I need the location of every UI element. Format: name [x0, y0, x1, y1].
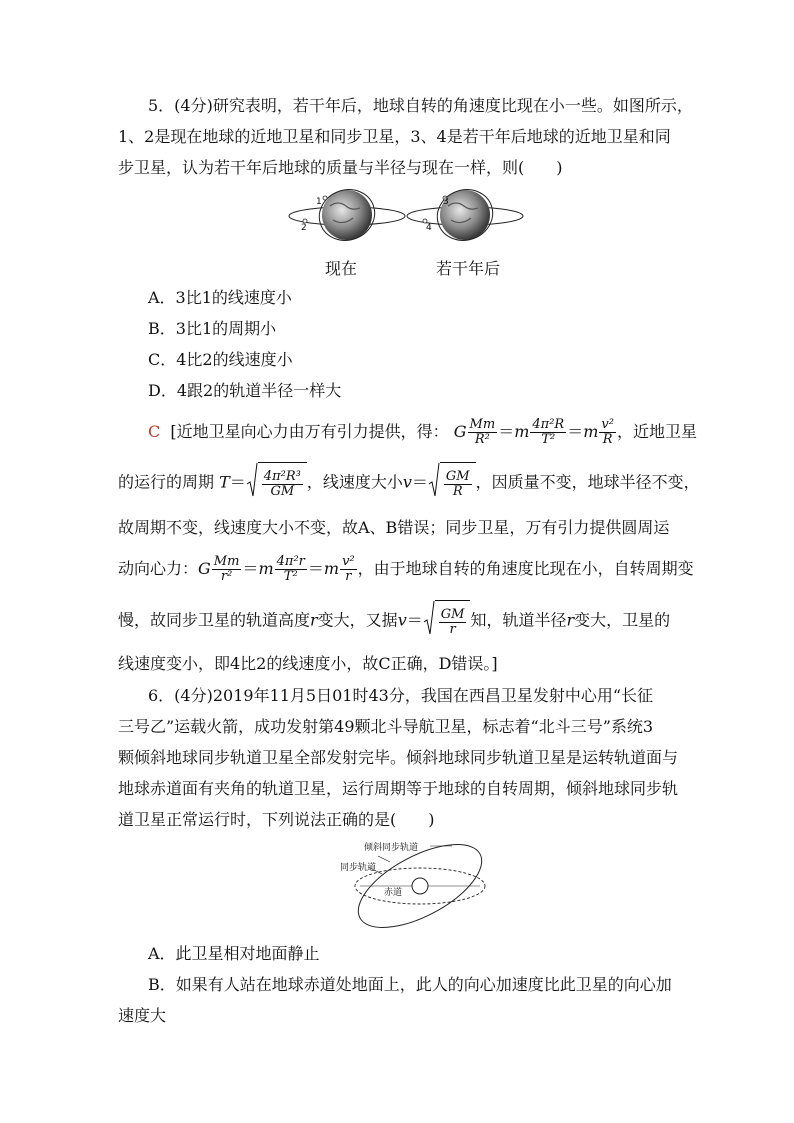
- earth-now: [289, 188, 405, 246]
- formula-4pi2r-t2-sync: $\frac{\text{4π²r}}{\text{T²}}$: [276, 554, 305, 584]
- formula-v2-r-sync: $\frac{\text{v²}}{r}$: [342, 554, 355, 584]
- formula-gmm-r2-sync: $\frac{Mm}{\text{r²}}$: [213, 554, 240, 584]
- label-inclined-orbit: 倾斜同步轨道: [364, 843, 419, 853]
- label-equator: 赤道: [384, 888, 403, 898]
- formula-v2-r: $\frac{\text{v²}}{R}$: [601, 417, 614, 447]
- q6-line-1: 6．(4分)2019年11月5日01时43分，我国在西昌卫星发射中心用“长征: [148, 686, 654, 705]
- orbit-label-1: 1: [316, 197, 322, 207]
- answer-line-6: 线速度变小，即4比2的线速度小，故C正确，D错误。]: [118, 654, 498, 673]
- formula-gmm-r2: $\frac{Mm}{\text{R²}}$: [469, 417, 496, 447]
- q6-option-b-line-1: B．如果有人站在地球赤道处地面上，此人的向心加速度比此卫星的向心加: [148, 975, 672, 994]
- formula-4pi2r-t2: $\frac{\text{4π²R}}{\text{T²}}$: [532, 417, 565, 447]
- answer-line-1: C [近地卫星向心力由万有引力提供，得： G $\frac{Mm}{\text{R²}}$ ＝m $\frac{\text{4π²R}}{\text{T²}}$ ＝m $\frac{\text{v²}}{R}$ ，近地卫星: [148, 417, 697, 447]
- q5-option-c: C．4比2的线速度小: [148, 350, 293, 369]
- q6-line-3: 颗倾斜地球同步轨道卫星全部发射完毕。倾斜地球同步轨道卫星是运转轨道面与: [118, 748, 679, 767]
- caption-later: 若干年后: [436, 259, 501, 278]
- q6-line-5: 道卫星正常运行时，下列说法正确的是( ): [118, 810, 435, 829]
- answer-text-9: 慢，故同步卫星的轨道高度: [118, 610, 311, 630]
- answer-text-8: ，由于地球自转的角速度比现在小，自转周期变: [357, 559, 694, 578]
- q5-line-1: 5．(4分)研究表明，若干年后，地球自转的角速度比现在小一些。如图所示，: [148, 96, 693, 115]
- answer-text-1: [近地卫星向心力由万有引力提供，得：: [170, 422, 449, 441]
- q6-option-b-line-2: 速度大: [118, 1006, 167, 1025]
- answer-text-7: 动向心力：: [118, 559, 199, 578]
- q6-line-2: 三号乙”运载火箭，成功发射第49颗北斗导航卫星，标志着“北斗三号”系统3: [118, 717, 654, 736]
- orbit-label-4: 4: [426, 223, 432, 233]
- earth-circle: [412, 878, 428, 894]
- q6-line-4: 地球赤道面有夹角的轨道卫星，运行周期等于地球的自转周期，倾斜地球同步轨: [118, 779, 679, 798]
- q5-line-2: 1、2是现在地球的近地卫星和同步卫星，3、4是若干年后地球的近地卫星和同: [118, 127, 671, 146]
- formula-velocity-sqrt-r: $\frac{GM}{r}$: [423, 600, 471, 642]
- q5-option-b: B．3比1的周期小: [148, 319, 277, 338]
- answer-text-4: ，线速度大小: [306, 472, 403, 492]
- q6-orbit-figure: [330, 840, 490, 936]
- answer-text-3: 的运行的周期: [118, 472, 215, 492]
- q5-option-a: A．3比1的线速度小: [148, 288, 292, 307]
- earth-later: [407, 188, 523, 246]
- q5-option-d: D．4跟2的轨道半径一样大: [148, 381, 342, 400]
- answer-line-3: 故周期不变，线速度大小不变，故A、B错误；同步卫星，万有引力提供圆周运: [118, 518, 670, 537]
- answer-text-12: 变大，卫星的: [574, 610, 671, 630]
- answer-line-4: 动向心力：G $\frac{Mm}{\text{r²}}$ ＝m $\frac{\text{4π²r}}{\text{T²}}$ ＝m $\frac{\text{v²}}{r}$ ，由于地球自转的角速度比现在小，自转周期变: [118, 554, 694, 584]
- answer-text-2: ，近地卫星: [616, 422, 697, 441]
- orbit-label-2: 2: [301, 223, 307, 233]
- caption-now: 现在: [325, 259, 358, 278]
- answer-text-5: ，因质量不变，地球半径不变，: [475, 472, 700, 492]
- answer-text-10: 变大，又据: [317, 610, 398, 630]
- label-sync-orbit: 同步轨道: [340, 863, 377, 873]
- orbit-label-3: 3: [443, 197, 449, 207]
- formula-period-sqrt: $\frac{\text{4π²R³}}{GM}$: [246, 462, 307, 504]
- q5-line-3: 步卫星，认为若干年后地球的质量与半径与现在一样，则( ): [118, 158, 563, 177]
- answer-text-11: 知，轨道半径: [470, 610, 567, 630]
- q6-option-a: A．此卫星相对地面静止: [148, 944, 320, 963]
- answer-line-5: 慢，故同步卫星的轨道高度r变大，又据v＝ $\frac{GM}{r}$ 知，轨道半径r变大，卫星的: [118, 600, 670, 640]
- answer-letter: C: [148, 422, 161, 441]
- formula-velocity-sqrt: $\frac{GM}{R}$: [428, 462, 476, 504]
- answer-line-2: 的运行的周期 T＝ $\frac{\text{4π²R³}}{GM}$ ，线速度大小v＝ $\frac{GM}{R}$ ，因质量不变，地球半径不变，: [118, 462, 700, 502]
